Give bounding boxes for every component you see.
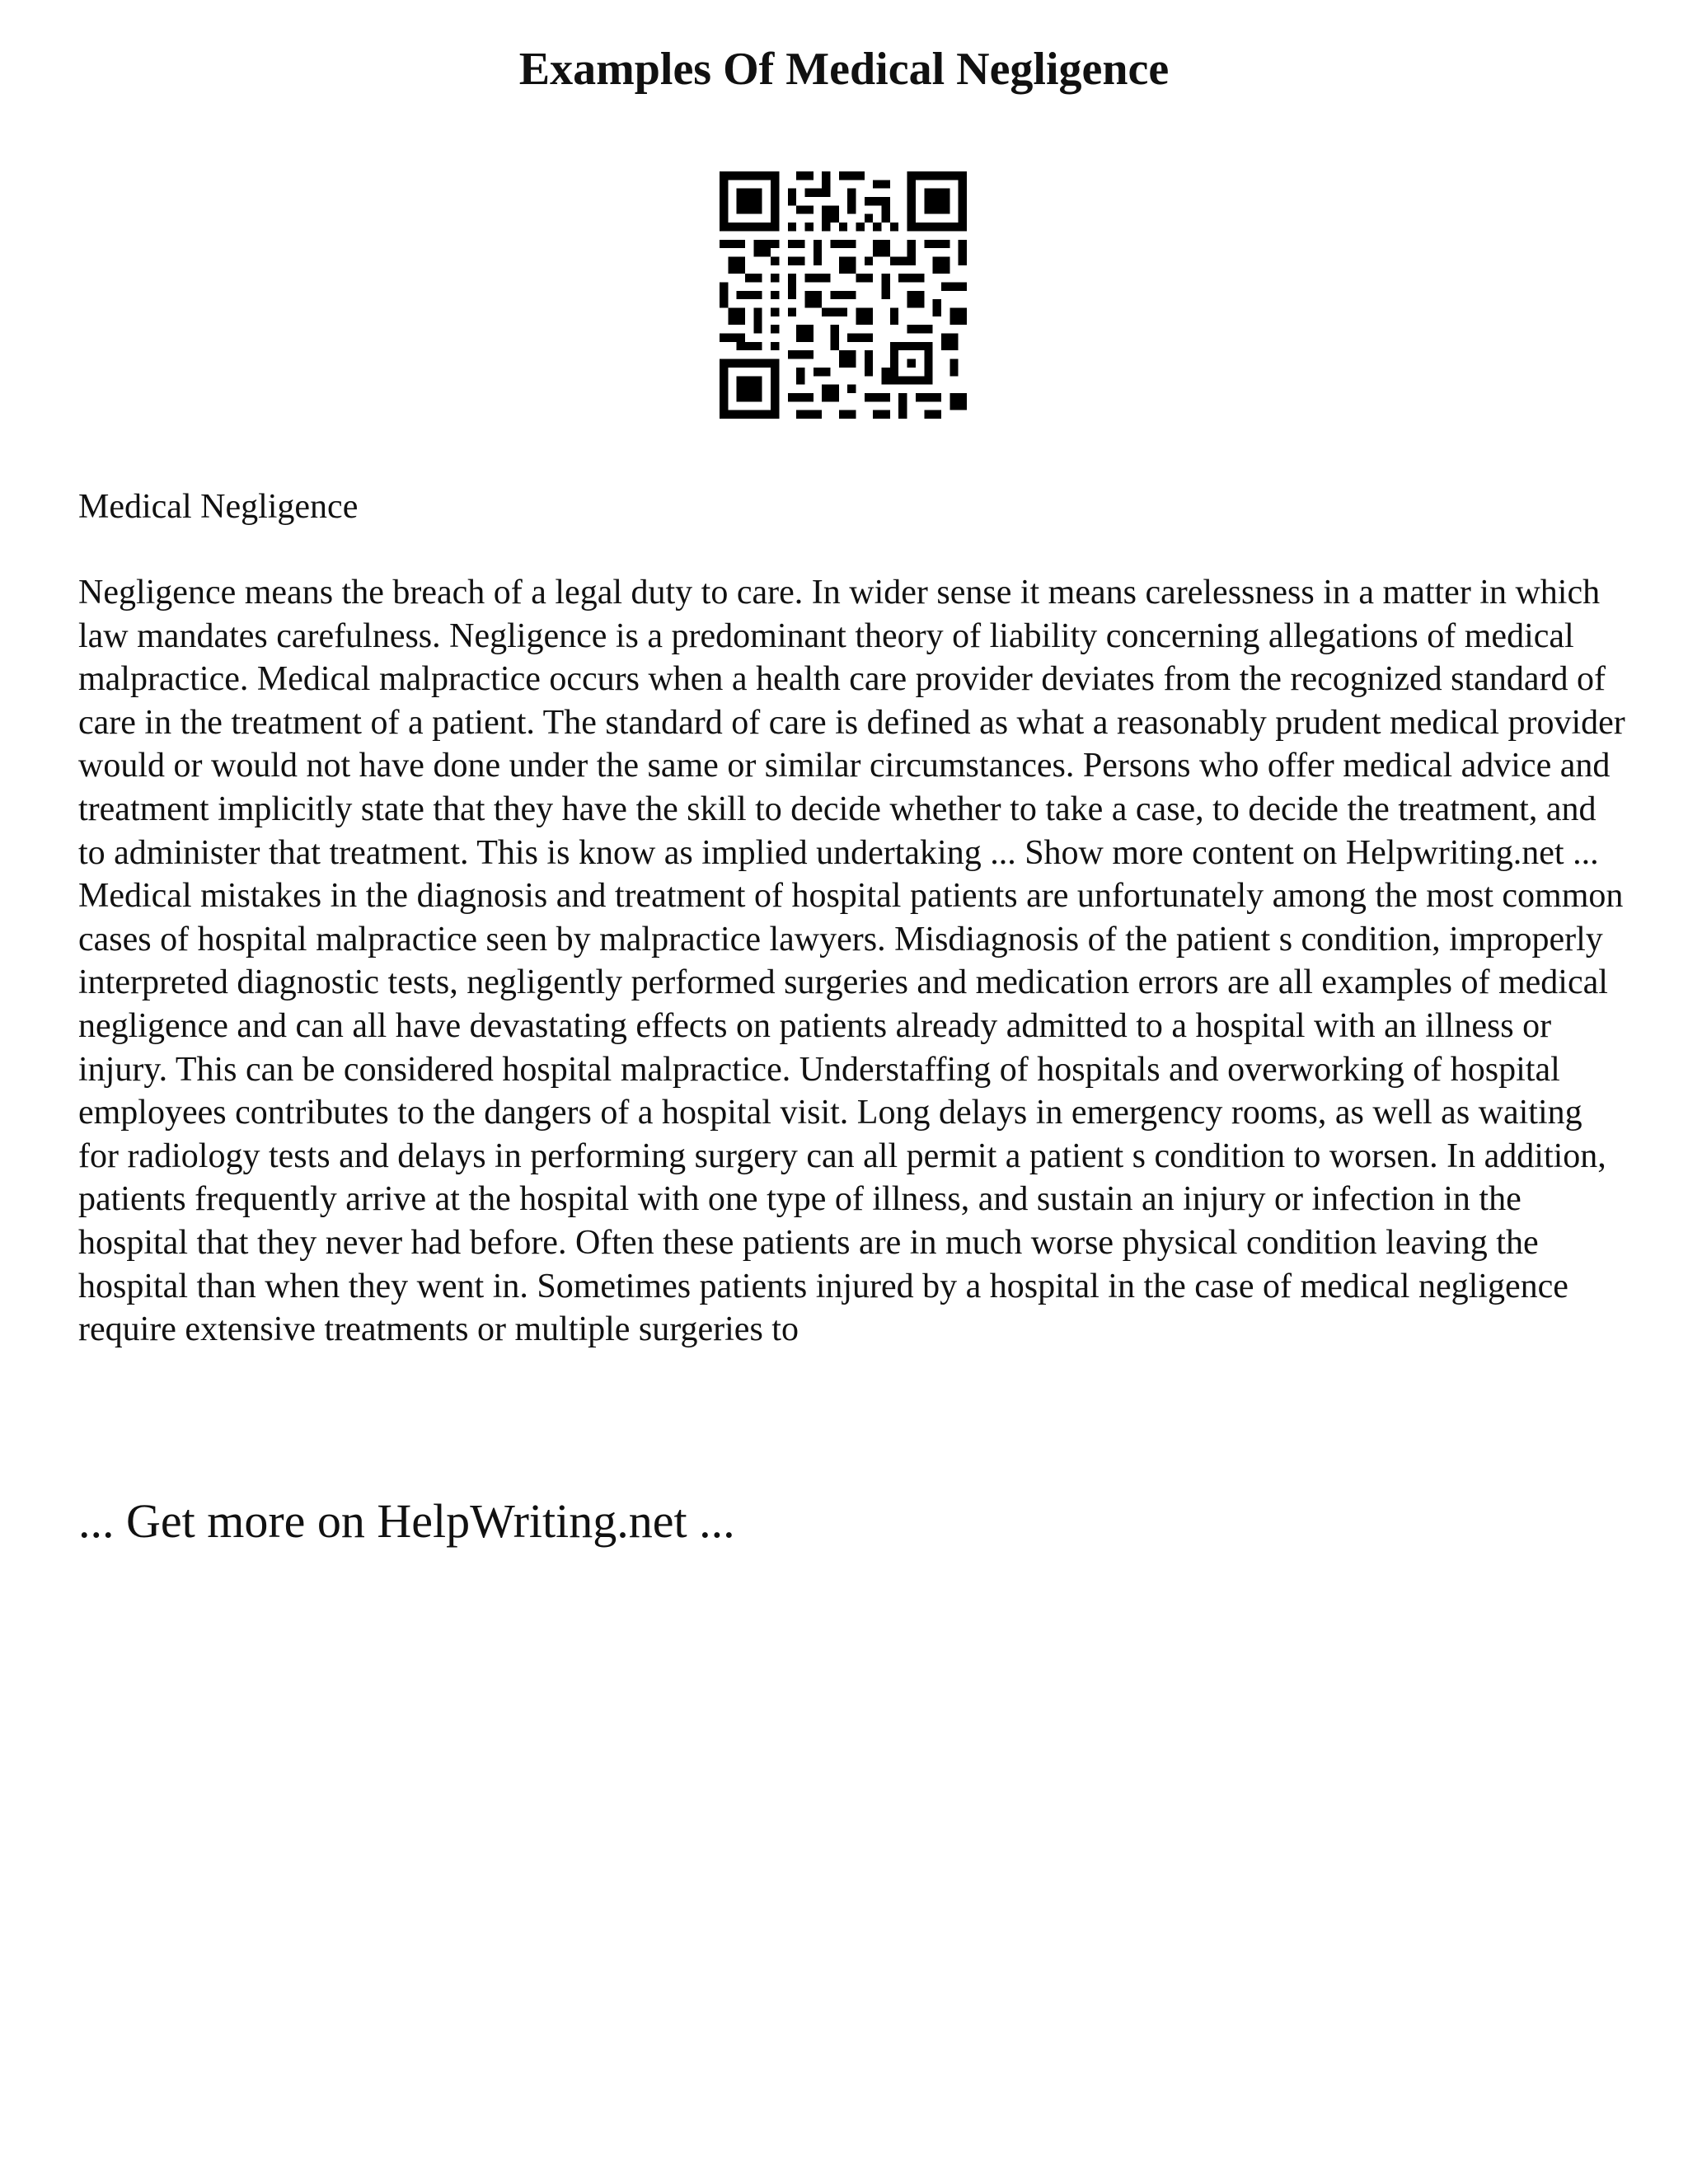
section-heading: Medical Negligence — [78, 488, 359, 526]
paragraph: Negligence means the breach of a legal duty to care. In wider sense it means carelessness in a matter in which law mandates carefulness. Negligence is a predominant theory of liability concerning allegations of medical malpractice. Medical malpractice occurs when a health care provider deviates from the recognized standard of care in the treatment of a patient. The standard of care is defined as what a reasonably prudent medical provider would or would not have done under the same or similar circumstances. Persons who offer medical advice and treatment implicitly state that they have the skill to decide whether to take a case, to decide the treatment, and to administer that treatment. This is know as implied undertaking ... Show more content on Helpwriting.net ... — [78, 574, 1625, 872]
get-more-link[interactable]: ... Get more on HelpWriting.net ... — [78, 1494, 735, 1548]
qr-code-icon — [720, 171, 967, 419]
paragraph: Medical mistakes in the diagnosis and treatment of hospital patients are unfortunately among the most common cases of hospital malpractice seen by malpractice lawyers. Misdiagnosis of the patient s condition, improperly interpreted diagnostic tests, negligently performed surgeries and medication errors are all examples of medical negligence and can all have devastating effects on patients already admitted to a hospital with an illness or injury. This can be considered hospital malpractice. Understaffing of hospitals and overworking of hospital employees contributes to the dangers of a hospital visit. Long delays in emergency rooms, as well as waiting for radiology tests and delays in performing surgery can all permit a patient s condition to worsen. In addition, patients frequently arrive at the hospital with one type of illness, and sustain an injury or infection in the hospital that they never had before. Often these patients are in much worse physical condition leaving the hospital than when they went in. Sometimes patients injured by a hospital in the case of medical negligence require extensive treatments or multiple surgeries to — [78, 877, 1624, 1349]
page-title: Examples Of Medical Negligence — [518, 44, 1170, 95]
article-body — [78, 571, 1628, 1352]
